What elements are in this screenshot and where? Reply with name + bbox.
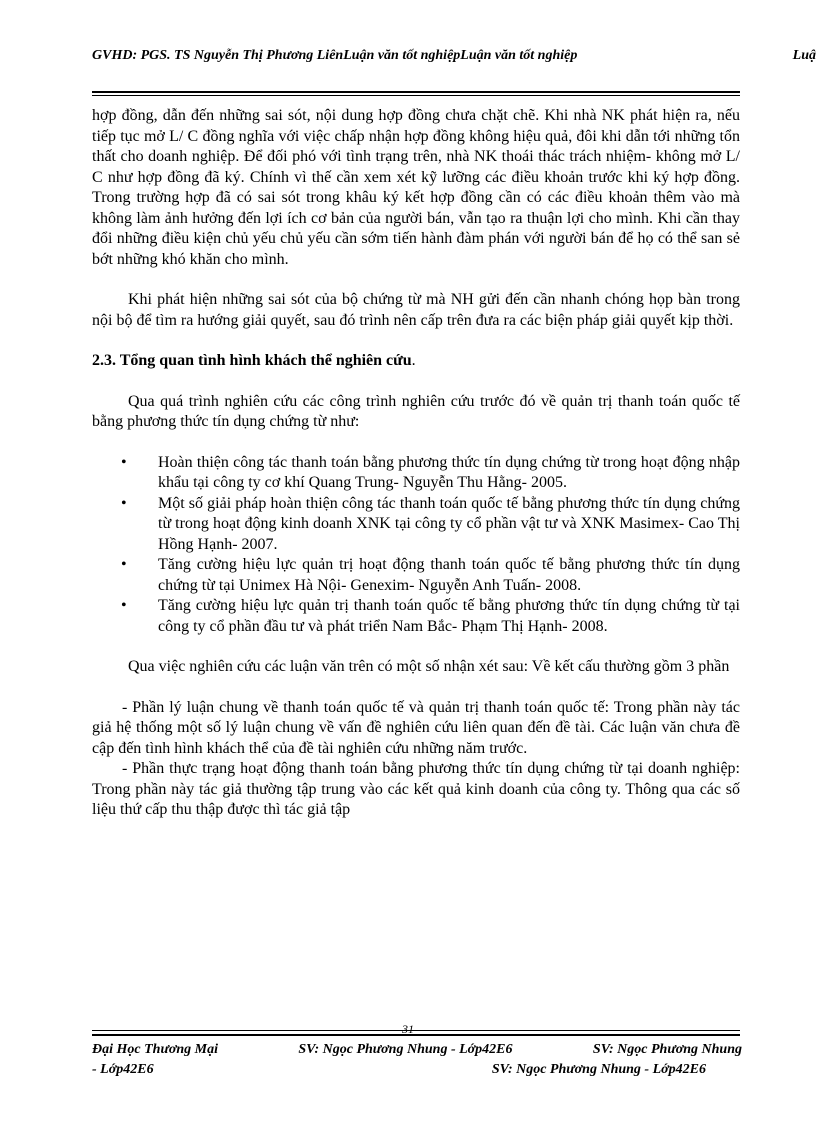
footer-rule-thick: [92, 1034, 740, 1036]
bullet-icon: •: [121, 494, 127, 512]
paragraph-practice-part: - Phần thực trạng hoạt động thanh toán bằng phương thức tín dụng chứng từ tại doanh nghiệp: Trong phần này tác giả thường tập trung vào các kết quả kinh doanh của công ty. Thông qua các số liệu thứ cấp thu thập được thì tác giả tập: [92, 760, 740, 818]
document-body: [92, 106, 740, 821]
bullet-icon: •: [121, 597, 127, 614]
footer-student-2: SV: Ngọc Phương Nhung: [592, 1042, 742, 1057]
section-heading: [92, 351, 740, 372]
thesis-list: [92, 453, 740, 638]
paragraph-theory-part: - Phần lý luận chung về thanh toán quốc tế và quản trị thanh toán quốc tế: Trong phần này tác giả hệ thống một số lý luận chung về vấn đề nghiên cứu liên quan đến đề tài. Các luận văn chưa đề cập đến tình hình khách thể của đề tài nghiên cứu những năm trước.: [92, 698, 740, 757]
page-footer: [92, 1040, 742, 1080]
header-left-text: GVHD: PGS. TS Nguyễn Thị Phương LiênLuận văn tốt nghiệpLuận văn tốt nghiệp: [92, 48, 578, 63]
page-number: 31: [402, 1022, 414, 1036]
paragraph-review-summary: Qua việc nghiên cứu các luận văn trên có một số nhận xét sau: Về kết cấu thường gồm 3 phần: [128, 658, 730, 675]
footer-rule-thin: [92, 1030, 740, 1031]
bullet-icon: •: [121, 556, 127, 573]
section-heading-text: 2.3. Tổng quan tình hình khách thể nghiên cứu: [92, 352, 412, 369]
header-rule-thick: [92, 91, 740, 93]
list-item: [92, 494, 740, 556]
page-header: [92, 48, 816, 70]
footer-class: - Lớp42E6: [92, 1062, 154, 1077]
list-item-text: Một số giải pháp hoàn thiện công tác thanh toán quốc tế bằng phương thức tín dụng chứng từ trong hoạt động kinh doanh XNK tại công ty cổ phần vật tư và XNK Masimex- Cao Thị Hồng Hạnh- 2007.: [158, 494, 740, 553]
bullet-icon: •: [121, 453, 127, 471]
footer-student-1: SV: Ngọc Phương Nhung - Lớp42E6: [298, 1042, 513, 1057]
section-heading-dot: .: [411, 352, 416, 369]
list-item: [92, 453, 740, 494]
list-item-text: Tăng cường hiệu lực quản trị thanh toán quốc tế bằng phương thức tín dụng chứng từ tại công ty cổ phần đầu tư và phát triển Nam Bắc- Phạm Thị Hạnh- 2008.: [158, 597, 740, 635]
list-item-text: Hoàn thiện công tác thanh toán bằng phương thức tín dụng chứng từ trong hoạt động nhập khẩu tại công ty cơ khí Quang Trung- Nguyễn Thu Hằng- 2005.: [158, 453, 740, 491]
paragraph-contract-errors: hợp đồng, dẫn đến những sai sót, nội dung hợp đồng chưa chặt chẽ. Khi nhà NK phát hiện ra, nếu tiếp tục mở L/ C đồng nghĩa với việc chấp nhận hợp đồng không hiệu quả, đôi khi dẫn tới những tổn thất cho doanh nghiệp. Để đối phó với tình trạng trên, nhà NK thoái thác trách nhiệm- không mở L/ C như hợp đồng đã ký. Chính vì thế cần xem xét kỹ lưỡng các điều khoản trước khi ký hợp đồng. Trong trường hợp đã có sai sót trong khâu ký kết hợp đồng cần có các điều khoản thêm vào mà không làm ảnh hưởng đến lợi ích cơ bản của người bán, vẫn tạo ra thuận lợi cho mình. Khi cần thay đổi những điều kiện chủ yếu chủ yếu cần sớm tiến hành đàm phán với người bán để họ có thể san sẻ bớt những khó khăn cho mình.: [92, 107, 740, 268]
footer-school: Đại Học Thương Mại: [92, 1042, 218, 1057]
footer-student-3: SV: Ngọc Phương Nhung - Lớp42E6: [491, 1062, 706, 1077]
header-rule-thin: [92, 95, 740, 96]
paragraph-document-errors: Khi phát hiện những sai sót của bộ chứng từ mà NH gửi đến cần nhanh chóng họp bàn trong nội bộ để tìm ra hướng giải quyết, sau đó trình nên cấp trên đưa ra các biện pháp giải quyết kịp thời.: [92, 291, 740, 329]
header-right-text: Luậ: [792, 48, 816, 63]
list-item: [92, 555, 740, 596]
paragraph-research-intro: Qua quá trình nghiên cứu các công trình nghiên cứu trước đó về quản trị thanh toán quốc tế bằng phương thức tín dụng chứng từ như:: [92, 392, 740, 430]
list-item: [92, 596, 740, 637]
list-item-text: Tăng cường hiệu lực quản trị hoạt động thanh toán quốc tế bằng phương thức tín dụng chứng từ tại Unimex Hà Nội- Genexim- Nguyễn Anh Tuấn- 2008.: [158, 556, 740, 594]
